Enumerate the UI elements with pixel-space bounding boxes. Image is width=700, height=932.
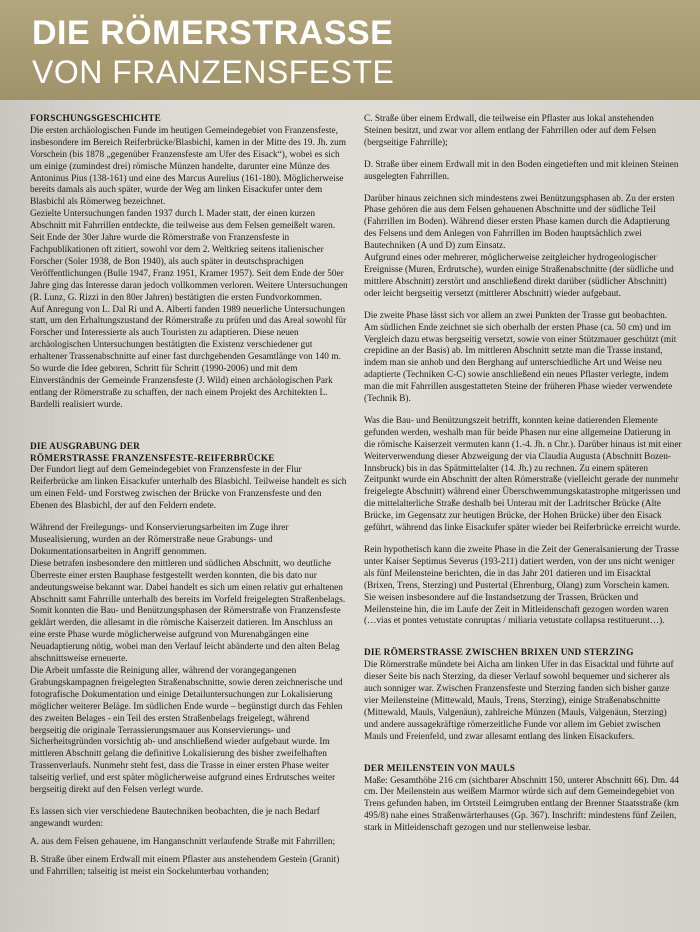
paragraph: Es lassen sich vier verschiedene Bautechniken beobachten, die je nach Bedarf angewandt wurden: bbox=[30, 806, 320, 829]
page-title: DIE RÖMERSTRASSE bbox=[32, 14, 394, 52]
paragraph: Was die Bau- und Benützungszeit betrifft, konnten keine datierenden Elemente gefunden werden, weshalb man für beide Phasen nur eine allgemeine Datierung in die römische Kaiserzeit vermuten kann (1.-4. Jh. n Chr.). Darüber hinaus ist mit einer Weiterverwendung dieser Abzweigung der via Claudia Augusta (Abschnitt Bozen-Innsbruck) bis in das Spätmittelalter (14. Jh.) zu rechnen. Zu einem späteren Zeitpunkt wurde ein Abschnitt der alten Römerstraße (vielleicht gerade der nunmehr freigelegte Abschnitt) während einer Überschwemmungskatastrophe mitgerissen und die mittelalterliche Straße deshalb bei Unterau mit der Ladritscher Brücke (Alte Brücke, im Gegensatz zur heutigen Brücke, der Hohen Brücke) über den Eisack geführt, während das linke Eisackufer später wieder bei Reiferbrücke erreicht wurde. bbox=[364, 415, 682, 534]
heading-ausgrabung-line2: RÖMERSTRASSE FRANZENSFESTE-REIFERBRÜCKE bbox=[30, 453, 275, 464]
heading-meilenstein-mauls: DER MEILENSTEIN VON MAULS bbox=[364, 763, 516, 774]
paragraph: Gezielte Untersuchungen fanden 1937 durch I. Mader statt, der einen kurzen Abschnitt mit Fahrrillen entdeckte, die teilweise aus dem Felsen gemeißelt waren. Seit Ende der 30er Jahre wurde die Römerstraße von Franzensfeste in Fachpublikationen oft zitiert, sowohl vor dem 2. Weltkrieg seitens italienischer Forscher (Soler 1938, de Bon 1940), als auch später in deutschsprachigen Veröffentlichungen (Bulle 1947, Franz 1951, Kramer 1957). Seit dem Ende der 50er Jahre ging das Interesse daran jedoch vollkommen verloren. Weitere Untersuchungen (R. Lunz, G. Rizzi in den 80er Jahren) bestätigten die ersten Fundvorkommen. bbox=[30, 209, 348, 303]
paragraph: Der Fundort liegt auf dem Gemeindegebiet von Franzensfeste in der Flur Reiferbrücke am linken Eisackufer unterhalb des Blasbichl. Teilweise handelt es sich um einen Feld- und Forstweg zwischen der Brücke von Franzensfeste und den Ebenen des Blasbichl, der auf den Feldern endete. bbox=[30, 465, 347, 512]
paragraph: Die Römerstraße mündete bei Aicha am linken Ufer in das Eisacktal und führte auf dieser Seite bis nach Sterzing, da dieser Verlauf sowohl bequemer und sicherer als auch sonniger war. Zwischen Franzensfeste und Sterzing fanden sich bisher ganze vier Meilensteine (Mittewald, Mauls, Trens, Sterzing), einige Straßenabschnitte (Mittewald, Mauls, Valgenäun), zahlreiche Münzen (Mauls, Valgenäun, Sterzing) und andere aussagekräftige römerzeitliche Funde vor allem im Gebiet zwischen Mauls und Freienfeld, und zwar allesamt entlang des linken Eisackufers. bbox=[364, 660, 674, 742]
paragraph: Die Arbeit umfasste die Reinigung aller, während der vorangegangenen Grabungskampagnen freigelegten Straßenabschnitte, sowie deren zeichnerische und fotografische Dokumentation und einige Detailuntersuchungen zur Lokalisierung möglicher weiterer Beläge. Im südlichen Ende wurde – begünstigt durch das Fehlen des zweiten Belages - ein Teil des ersten Straßenbelags freigelegt, während bergseitig die originale Terrassierungsmauer aus Konservierungs- und Sicherheitsgründen vorsichtig ab- und anschließend wieder aufgebaut wurde. Im mittleren Abschnitt gelang die definitive Lokalisierung des bisher zweifelhaften Trassenverlaufs. Nunmehr steht fest, dass die Trasse in einer ersten Phase weiter talseitig verlief, und erst später möglicherweise aufgrund eines Erdrutsches weiter bergseitig direkt auf den Felsen verlegt wurde. bbox=[30, 665, 343, 796]
right-column bbox=[364, 114, 682, 835]
list-item-b: B. Straße über einem Erdwall mit einem Pflaster aus anstehendem Gestein (Granit) und Fahrrillen; talseitig ist meist ein Sockelunterbau vorhanden; bbox=[30, 854, 340, 877]
paragraph: Die zweite Phase lässt sich vor allem an zwei Punkten der Trasse gut beobachten. Am südlichen Ende zeichnet sie sich oberhalb der ersten Phase (ca. 50 cm) und im Vergleich dazu etwas bergseitig versetzt, sowie von einer Stützmauer geschützt (mit crepidine an der Basis) ab. Im mittleren Abschnitt setzte man die Trasse instand, indem man sie anhob und den Berghang auf unterschiedliche Art und Weise neu adaptierte (Techniken C-C) sowie anschließend ein neues Pflaster verlegte, indem man die mit Fahrrillen ausgestatteten Steine der früheren Phase wieder verwendete (Technik B). bbox=[364, 310, 677, 405]
list-item-a: A. aus dem Felsen gehauene, im Hanganschnitt verlaufende Straße mit Fahrrillen; bbox=[30, 836, 336, 847]
heading-brixen-sterzing: DIE RÖMERSTRASSE ZWISCHEN BRIXEN UND STERZING bbox=[364, 648, 634, 659]
paragraph: Rein hypothetisch kann die zweite Phase in die Zeit der Generalsanierung der Trasse unter Kaiser Septimus Severus (193-211) datiert werden, von der uns nicht weniger als fünf Meilensteine berichten, die in das Jahr 201 datieren und im Eisacktal (Brixen, Trens, Sterzing) und Pustertal (Ehrenburg, Olang) zum Vorschein kamen. Sie weisen insbesondere auf die Instandsetzung der Trassen, Brücken und Meilensteine hin, die im Laufe der Zeit in Mitleidenschaft gezogen worden waren (…vias et pontes vetustate conruptas / miliaria vetustate collapsa restituerunt…). bbox=[364, 545, 679, 627]
list-item-d: D. Straße über einem Erdwall mit in den Boden eingetieften und mit kleinen Steinen ausgelegten Fahrrillen. bbox=[364, 159, 679, 182]
paragraph: Darüber hinaus zeichnen sich mindestens zwei Benützungsphasen ab. Zu der ersten Phase gehören die aus dem Felsen gehauenen Abschnitte und der südliche Teil (Fahrrillen im Boden). Während dieser ersten Phase kamen durch die Adaptierung des Felsens und dem Anlegen von Fahrrillen im Boden hauptsächlich zwei Bautechniken (A und D) zum Einsatz. bbox=[364, 193, 675, 252]
heading-forschungsgeschichte: FORSCHUNGSGESCHICHTE bbox=[30, 114, 162, 124]
paragraph: Maße: Gesamthöhe 216 cm (sichtbarer Abschnitt 150, unterer Abschnitt 66). Dm. 44 cm. Der Meilenstein aus weißem Marmor würde sich auf dem Gemeindegebiet von Trens gefunden haben, im Ortsteil Leimgruben entlang der Brenner Staatsstraße (km 495/8) nahe eines Straßenwärterhauses (Gp. 367). Inschrift: mindestens fünf Zeilen, stark in Mitleidenschaft gezogen und nur stellenweise lesbar. bbox=[364, 775, 679, 834]
list-item-c: C. Straße über einem Erdwall, die teilweise ein Pflaster aus lokal anstehenden Steinen besitzt, und zwar vor allem entlang der Fahrrillen oder auf dem Felsen (bergseitige Fahrrille); bbox=[364, 114, 656, 148]
left-column bbox=[30, 114, 348, 878]
paragraph: Diese betrafen insbesondere den mittleren und südlichen Abschnitt, wo deutliche Überreste einer ersten Bauphase festgestellt werden konnten, die bis dato nur andeutungsweise bekannt war. Dabei handelt es sich um einen relativ gut erhaltenen Abschnitt samt Fahrrille unterhalb des bereits im Vorfeld freigelegten Straßenbelags. Somit konnten die Bau- und Benützungsphasen der Römerstraße von Franzensfeste geklärt werden, die allesamt in die römische Kaiserzeit datieren. Im Anschluss an eine erste Phase wurde möglicherweise aufgrund von Murenabgängen eine Neuadaptierung nötig, wobei man den Verlauf leicht abänderte und den alten Belag abschnittsweise erneuerte. bbox=[30, 558, 346, 665]
header-banner bbox=[0, 0, 700, 100]
paragraph: Aufgrund eines oder mehrerer, möglicherweise zeitgleicher hydrogeologischer Ereignisse (Muren, Erdrutsche), wurden einige Straßenabschnitte (der südliche und mittlere Abschnitt) zerstört und anschließend direkt darüber (südlicher Abschnitt) oder leicht bergseitig versetzt (mittlerer Abschnitt) wieder aufgebaut. bbox=[364, 253, 674, 299]
page-subtitle: VON FRANZENSFESTE bbox=[32, 54, 395, 90]
paragraph: Auf Anregung von L. Dal Ri und A. Alberti fanden 1989 neuerliche Untersuchungen statt, um den Erhaltungszustand der Römerstraße zu prüfen und das Areal sowohl für Forscher und Interessierte als auch Touristen zu adaptieren. Diese neuen archäologischen Untersuchungen bestätigten die Existenz verschiedener gut erhaltener Trassenabschnitte auf einer fast durchgehenden Gesamtlänge von 140 m. So wurde die Idee geboren, Schritt für Schritt (1990-2006) und mit dem Einverständnis der Gemeinde Franzensfeste (J. Wild) einen archäologischen Park entlang der Römerstraße zu schaffen, der nach einem Projekt des Architekten L. Bardelli realisiert wurde. bbox=[30, 304, 347, 410]
heading-ausgrabung-line1: DIE AUSGRABUNG DER bbox=[30, 441, 141, 452]
paragraph: Die ersten archäologischen Funde im heutigen Gemeindegebiet von Franzensfeste, insbesondere im Bereich Reiferbrücke/Blasbichl, kamen in der Mitte des 19. Jh. zum Vorschein (bis 1878 „gegenüber Franzensfeste am Ufer des Eisack“), wobei es sich um einige (zumindest drei) römische Münzen handelte, darunter eine Münze des Antoninus Pius (138-161) und eine des Marcus Aurelius (161-180). Möglicherweise bereits damals als auch später, wurde der Weg am linken Eisackufer unter dem Blasbichl als Römerweg bezeichnet. bbox=[30, 125, 347, 208]
paragraph: Während der Freilegungs- und Konservierungsarbeiten im Zuge ihrer Musealisierung, wurden an der Römerstraße neue Grabungs- und Dokumentationsarbeiten in Angriff genommen. bbox=[30, 523, 289, 557]
